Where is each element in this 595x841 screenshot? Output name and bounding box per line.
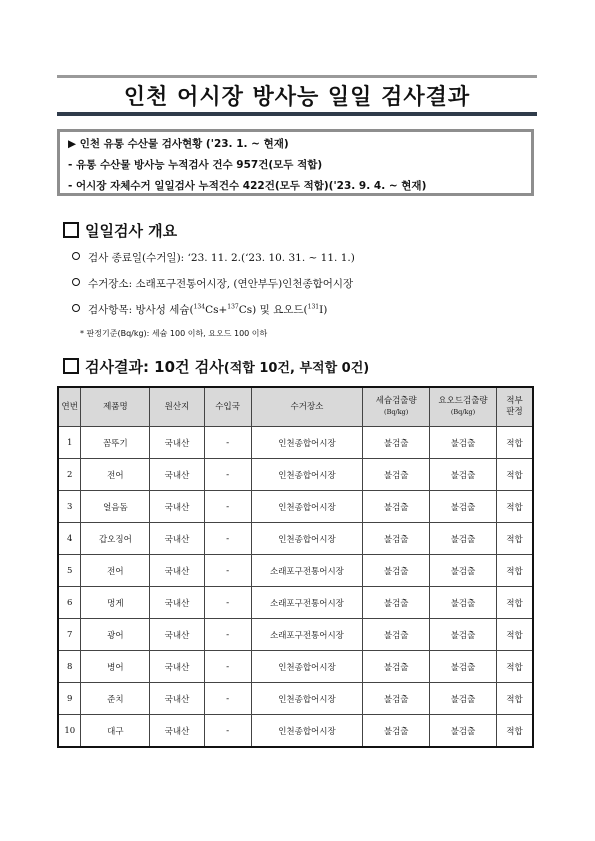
- table-row: [58, 459, 533, 491]
- cell-no: 10: [58, 715, 81, 748]
- table-row: [58, 491, 533, 523]
- cell-iodine: 불검출: [430, 523, 497, 555]
- circle-bullet-icon: [72, 252, 80, 260]
- cell-verdict: 적합: [496, 587, 533, 619]
- overview-heading-text: 일일검사 개요: [85, 222, 178, 240]
- cell-verdict: 적합: [496, 427, 533, 459]
- checkbox-square-icon: [63, 222, 79, 238]
- cell-product: 꼼뚜기: [81, 427, 150, 459]
- header-verdict: 적부 판정: [496, 387, 533, 427]
- cell-import: -: [204, 715, 251, 748]
- summary-line-daily: - 어시장 자체수거 일일검사 누적건수 422건(모두 적합)('23. 9. 4. ~ 현재): [68, 180, 427, 192]
- cell-cesium: 불검출: [363, 491, 430, 523]
- overview-bullet-date-text: 검사 종료일(수거일): ‘23. 11. 2.(‘23. 10. 31. ~ 11. 1.): [88, 252, 355, 264]
- cell-verdict: 적합: [496, 715, 533, 748]
- overview-bullet-items: [72, 302, 327, 317]
- cell-import: -: [204, 683, 251, 715]
- cell-import: -: [204, 427, 251, 459]
- cell-product: 갑오징어: [81, 523, 150, 555]
- cell-iodine: 불검출: [430, 619, 497, 651]
- header-location: 수거장소: [251, 387, 363, 427]
- cell-no: 9: [58, 683, 81, 715]
- cell-iodine: 불검출: [430, 427, 497, 459]
- cell-verdict: 적합: [496, 651, 533, 683]
- cell-import: -: [204, 587, 251, 619]
- cell-location: 인천종합어시장: [251, 491, 363, 523]
- cell-iodine: 불검출: [430, 651, 497, 683]
- cell-location: 인천종합어시장: [251, 459, 363, 491]
- cell-cesium: 불검출: [363, 619, 430, 651]
- cell-product: 전어: [81, 459, 150, 491]
- table-row: [58, 715, 533, 748]
- cell-location: 소래포구전통어시장: [251, 555, 363, 587]
- cell-import: -: [204, 523, 251, 555]
- table-row: [58, 683, 533, 715]
- header-iodine: 요오드검출량 (Bq/kg): [430, 387, 497, 427]
- overview-items-text: 검사항목: 방사성 세슘($^{134}$Cs+$^{137}$Cs) 및 요오드($^{131}$I): [88, 303, 328, 316]
- cell-origin: 국내산: [150, 683, 204, 715]
- cell-cesium: 불검출: [363, 683, 430, 715]
- cell-location: 인천종합어시장: [251, 651, 363, 683]
- cell-import: -: [204, 459, 251, 491]
- cell-verdict: 적합: [496, 619, 533, 651]
- cell-iodine: 불검출: [430, 715, 497, 748]
- cell-cesium: 불검출: [363, 459, 430, 491]
- cell-cesium: 불검출: [363, 427, 430, 459]
- cell-cesium: 불검출: [363, 523, 430, 555]
- cell-location: 인천종합어시장: [251, 523, 363, 555]
- table-header-row: [58, 387, 533, 427]
- table-row: [58, 587, 533, 619]
- cell-cesium: 불검출: [363, 587, 430, 619]
- cell-product: 전어: [81, 555, 150, 587]
- cell-product: 얼음돔: [81, 491, 150, 523]
- cell-verdict: 적합: [496, 523, 533, 555]
- cell-origin: 국내산: [150, 555, 204, 587]
- cell-verdict: 적합: [496, 683, 533, 715]
- header-product: 제품명: [81, 387, 150, 427]
- table-row: [58, 619, 533, 651]
- cell-verdict: 적합: [496, 459, 533, 491]
- cell-no: 8: [58, 651, 81, 683]
- overview-bullet-date: [72, 250, 355, 265]
- results-table: [57, 386, 534, 748]
- overview-bullet-location-text: 수거장소: 소래포구전통어시장, (연안부두)인천종합어시장: [88, 278, 354, 290]
- cell-iodine: 불검출: [430, 491, 497, 523]
- table-row: [58, 651, 533, 683]
- table-row: [58, 555, 533, 587]
- cell-cesium: 불검출: [363, 715, 430, 748]
- cell-import: -: [204, 619, 251, 651]
- header-origin: 원산지: [150, 387, 204, 427]
- cell-no: 6: [58, 587, 81, 619]
- summary-box: [57, 129, 534, 196]
- cell-import: -: [204, 555, 251, 587]
- results-heading-counts: (적합 10건, 부적합 0건): [223, 361, 370, 376]
- cell-no: 1: [58, 427, 81, 459]
- overview-heading: [63, 220, 177, 241]
- criteria-note: * 판정기준(Bq/kg): 세슘 100 이하, 요오드 100 이하: [80, 329, 268, 338]
- circle-bullet-icon: [72, 278, 80, 286]
- page-title: 인천 어시장 방사능 일일 검사결과: [123, 85, 471, 110]
- cell-verdict: 적합: [496, 555, 533, 587]
- title-top-rule: [57, 75, 537, 78]
- cell-product: 준치: [81, 683, 150, 715]
- cell-iodine: 불검출: [430, 555, 497, 587]
- header-import-country: 수입국: [204, 387, 251, 427]
- cell-cesium: 불검출: [363, 555, 430, 587]
- table-row: [58, 523, 533, 555]
- title-bottom-rule: [57, 112, 537, 116]
- cell-origin: 국내산: [150, 715, 204, 748]
- cell-no: 4: [58, 523, 81, 555]
- cell-origin: 국내산: [150, 651, 204, 683]
- cell-import: -: [204, 651, 251, 683]
- cell-location: 인천종합어시장: [251, 683, 363, 715]
- cell-origin: 국내산: [150, 587, 204, 619]
- cell-no: 7: [58, 619, 81, 651]
- summary-line-status: ▶ 인천 유통 수산물 검사현황 ('23. 1. ~ 현재): [68, 138, 289, 150]
- header-no: 연번: [58, 387, 81, 427]
- circle-bullet-icon: [72, 304, 80, 312]
- cell-origin: 국내산: [150, 619, 204, 651]
- cell-location: 소래포구전통어시장: [251, 587, 363, 619]
- cell-iodine: 불검출: [430, 459, 497, 491]
- checkbox-square-icon: [63, 358, 79, 374]
- cell-product: 병어: [81, 651, 150, 683]
- results-heading: [63, 356, 369, 377]
- cell-origin: 국내산: [150, 491, 204, 523]
- header-cesium: 세슘검출량 (Bq/kg): [363, 387, 430, 427]
- cell-product: 대구: [81, 715, 150, 748]
- cell-no: 3: [58, 491, 81, 523]
- cell-location: 소래포구전통어시장: [251, 619, 363, 651]
- cell-iodine: 불검출: [430, 587, 497, 619]
- cell-origin: 국내산: [150, 427, 204, 459]
- cell-no: 2: [58, 459, 81, 491]
- cell-location: 인천종합어시장: [251, 715, 363, 748]
- table-row: [58, 427, 533, 459]
- overview-bullet-location: [72, 276, 353, 291]
- cell-origin: 국내산: [150, 523, 204, 555]
- cell-product: 멍게: [81, 587, 150, 619]
- cell-iodine: 불검출: [430, 683, 497, 715]
- summary-line-cumulative: - 유통 수산물 방사능 누적검사 건수 957건(모두 적합): [68, 159, 323, 171]
- cell-import: -: [204, 491, 251, 523]
- cell-cesium: 불검출: [363, 651, 430, 683]
- cell-verdict: 적합: [496, 491, 533, 523]
- cell-location: 인천종합어시장: [251, 427, 363, 459]
- cell-origin: 국내산: [150, 459, 204, 491]
- results-heading-text: 검사결과: 10건 검사: [85, 358, 224, 376]
- cell-product: 광어: [81, 619, 150, 651]
- cell-no: 5: [58, 555, 81, 587]
